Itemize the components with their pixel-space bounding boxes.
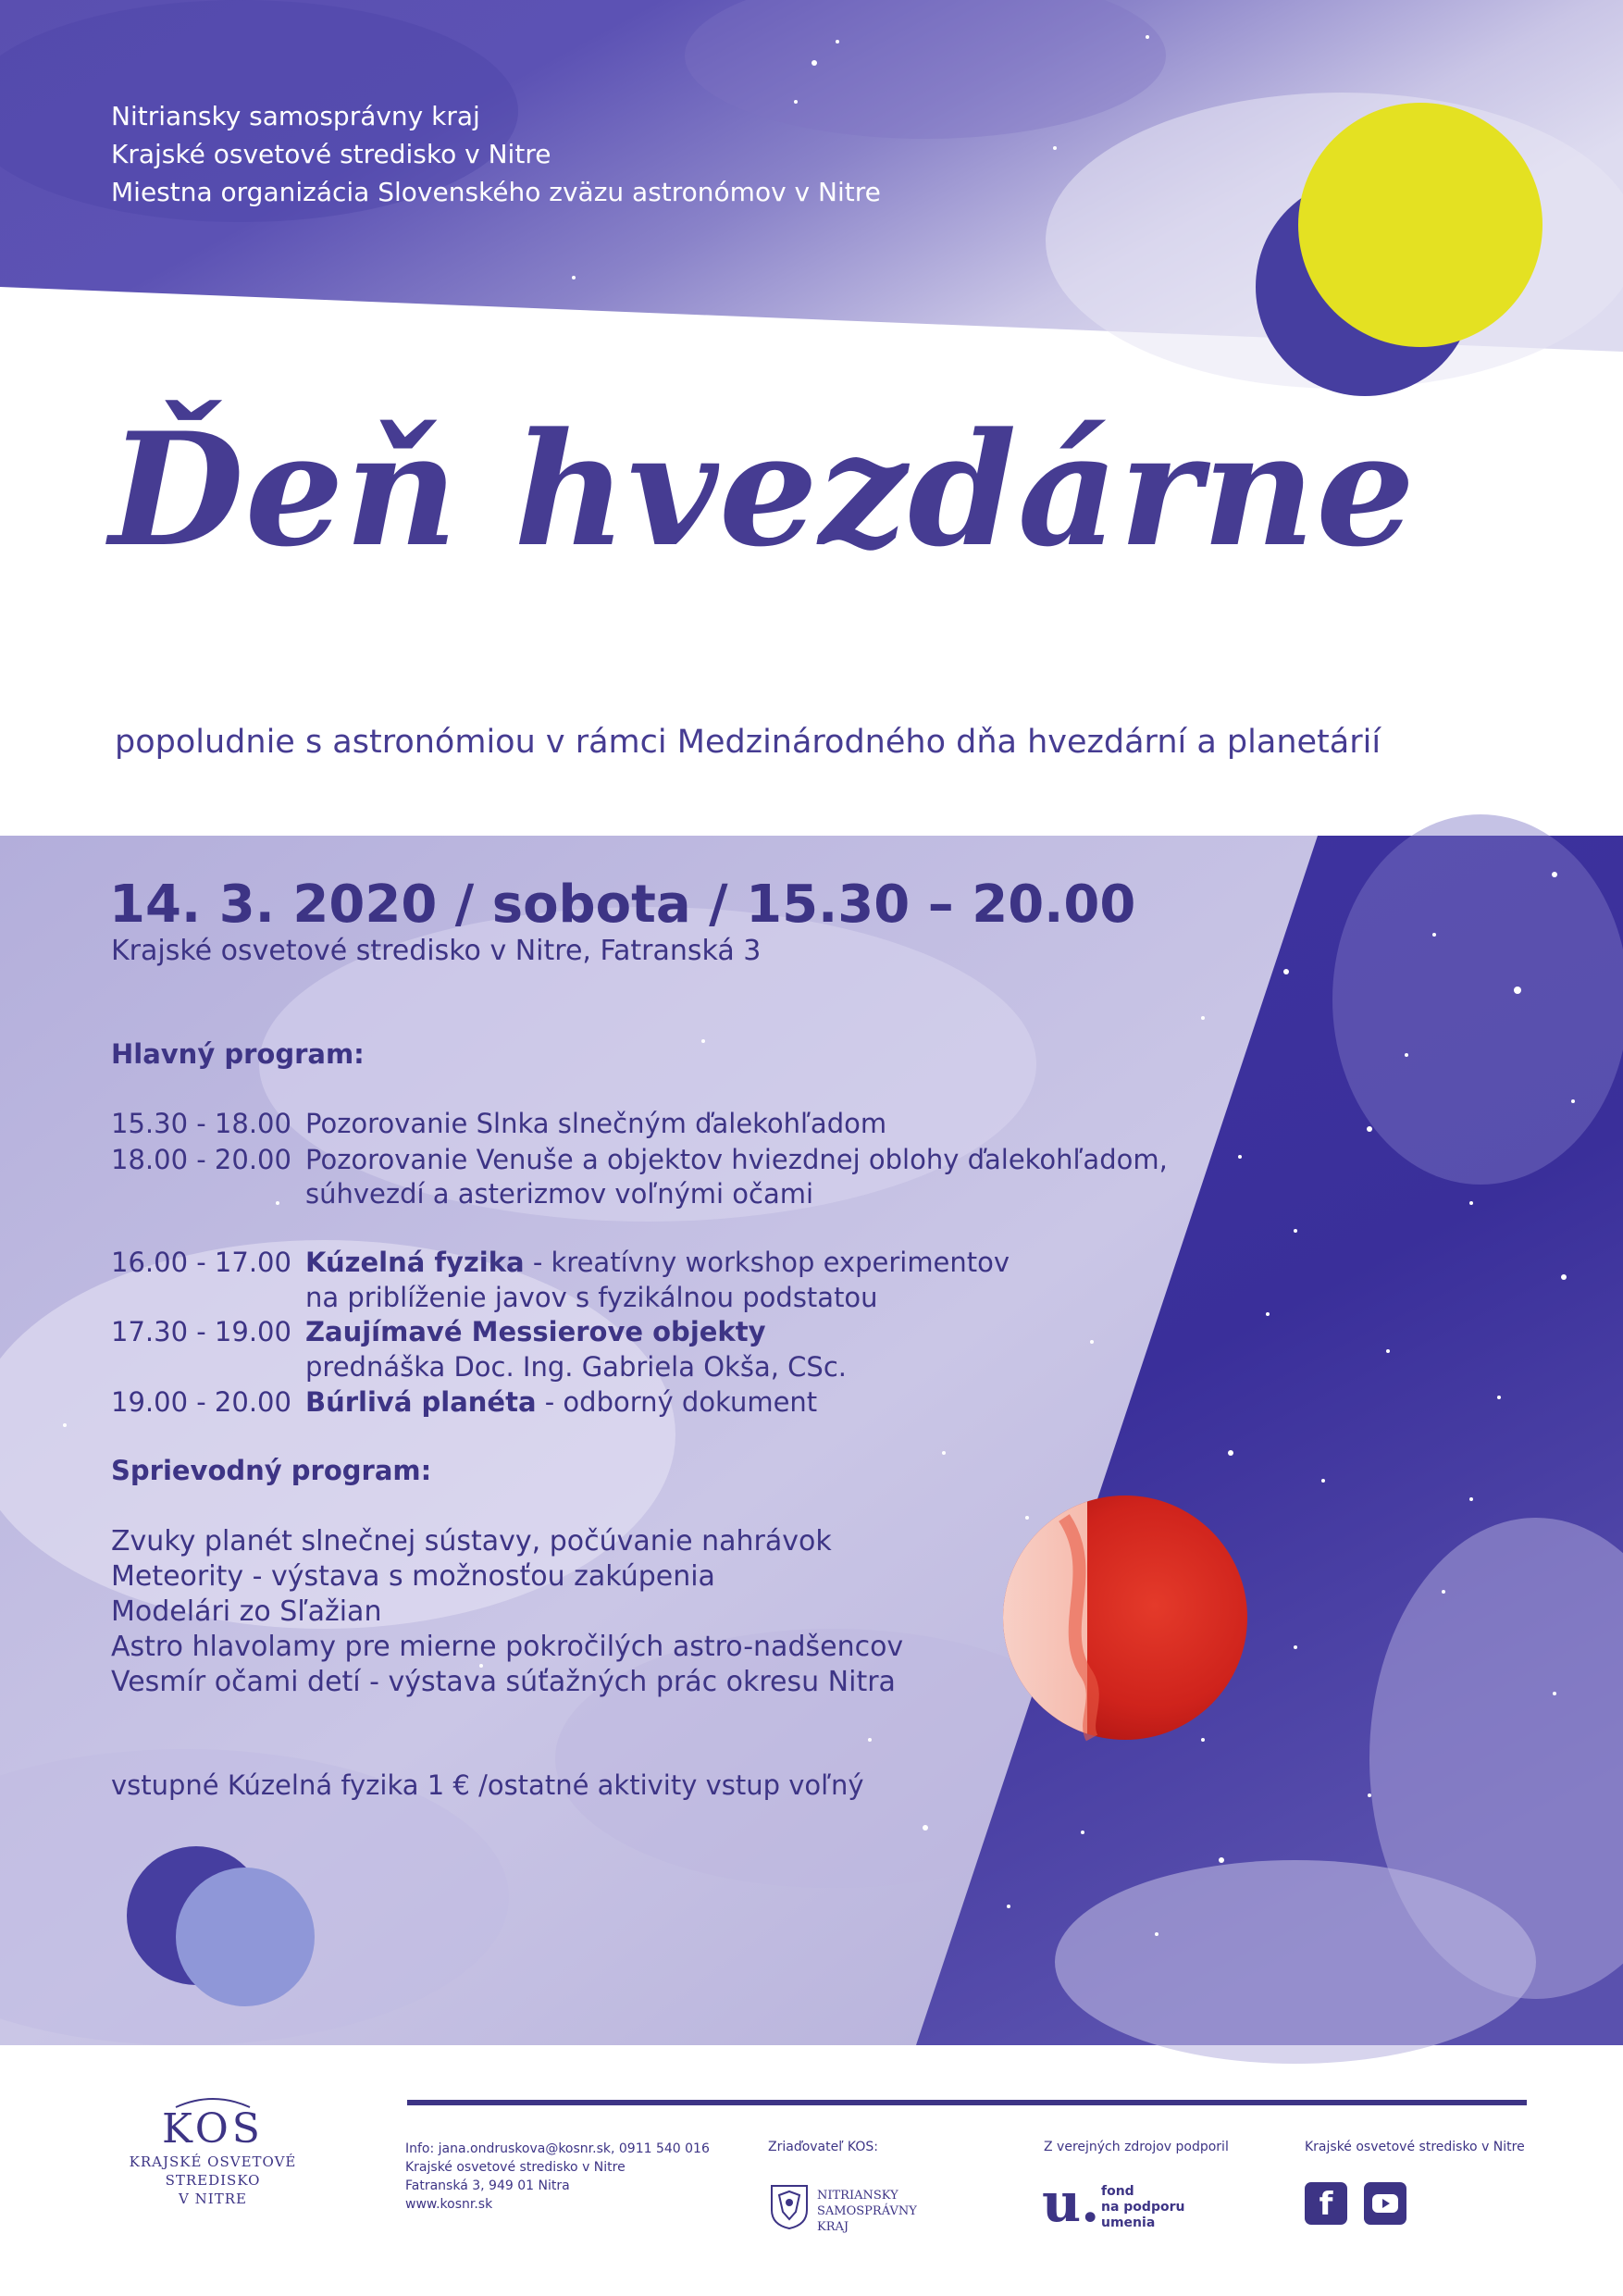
nsk-logo-text: NITRIANSKY SAMOSPRÁVNY KRAJ (817, 2189, 917, 2234)
event-venue: Krajské osvetové stredisko v Nitre, Fatranská 3 (111, 935, 762, 967)
side-program-item: Zvuky planét slnečnej sústavy, počúvanie nahrávok (111, 1525, 832, 1558)
footer-divider (407, 2100, 1527, 2105)
kos-logo-abbr: KOS (162, 2105, 264, 2153)
side-program-item: Meteority - výstava s možnosťou zakúpenia (111, 1560, 715, 1593)
program-description: Zaujímavé Messierove objekty (305, 1316, 766, 1347)
program-description: Pozorovanie Venuše a objektov hviezdnej oblohy ďalekohľadom, (305, 1144, 1168, 1175)
main-program-heading: Hlavný program: (111, 1038, 365, 1070)
program-description: Kúzelná fyzika - kreatívny workshop experimentov (305, 1247, 1010, 1278)
kos-logo-city: V NITRE (179, 2191, 247, 2207)
contact-website-link[interactable]: www.kosnr.sk (405, 2197, 493, 2212)
contact-line: Info: jana.ondruskova@kosnr.sk, 0911 540 016 (405, 2141, 710, 2156)
fpu-logo-mark: u. (1042, 2171, 1100, 2234)
poster-subtitle: popoludnie s astronómiou v rámci Medzinárodného dňa hvezdární a planetárií (115, 724, 1381, 761)
side-program-item: Astro hlavolamy pre mierne pokročilých astro-nadšencov (111, 1631, 904, 1663)
organizer-line: Nitriansky samosprávny kraj (111, 101, 480, 131)
contact-line: Fatranská 3, 949 01 Nitra (405, 2178, 570, 2193)
nsk-crest-icon (770, 2184, 809, 2230)
program-description: na priblíženie javov s fyzikálnou podstatou (305, 1282, 878, 1313)
founder-label: Zriaďovateľ KOS: (768, 2140, 878, 2154)
program-description: prednáška Doc. Ing. Gabriela Okša, CSc. (305, 1351, 847, 1383)
program-time: 16.00 - 17.00 (111, 1247, 291, 1278)
side-program-heading: Sprievodný program: (111, 1455, 432, 1486)
kos-logo-name: KRAJSKÉ OSVETOVÉ STREDISKO (129, 2153, 297, 2189)
contact-line: Krajské osvetové stredisko v Nitre (405, 2160, 626, 2175)
light-small-moon-shape (176, 1868, 315, 2006)
side-program-item: Modelári zo Sľažian (111, 1595, 382, 1628)
side-program-item: Vesmír očami detí - výstava súťažných prác okresu Nitra (111, 1666, 896, 1698)
event-date-time: 14. 3. 2020 / sobota / 15.30 – 20.00 (109, 875, 1136, 935)
program-description: Búrlivá planéta - odborný dokument (305, 1386, 818, 1418)
funding-label: Z verejných zdrojov podporil (1044, 2140, 1229, 2154)
program-time: 15.30 - 18.00 (111, 1108, 291, 1139)
organizer-line: Krajské osvetové stredisko v Nitre (111, 139, 551, 169)
program-description: súhvezdí a asterizmov voľnými očami (305, 1178, 814, 1210)
social-label: Krajské osvetové stredisko v Nitre (1305, 2140, 1525, 2154)
program-time: 17.30 - 19.00 (111, 1316, 291, 1347)
program-time: 19.00 - 20.00 (111, 1386, 291, 1418)
fpu-logo-text: fond na podporu umenia (1101, 2184, 1185, 2230)
facebook-icon[interactable]: f (1305, 2182, 1347, 2225)
youtube-icon[interactable] (1364, 2182, 1406, 2225)
program-description: Pozorovanie Slnka slnečným ďalekohľadom (305, 1108, 887, 1139)
kos-logo (83, 2096, 342, 2208)
poster-title: Ďeň hvezdárne (109, 398, 1417, 581)
program-time: 18.00 - 20.00 (111, 1144, 291, 1175)
contact-block (405, 2140, 710, 2214)
organizer-line: Miestna organizácia Slovenského zväzu astronómov v Nitre (111, 177, 881, 207)
yellow-sun-shape (1298, 103, 1542, 347)
admission-info: vstupné Kúzelná fyzika 1 € /ostatné aktivity vstup voľný (111, 1769, 864, 1801)
